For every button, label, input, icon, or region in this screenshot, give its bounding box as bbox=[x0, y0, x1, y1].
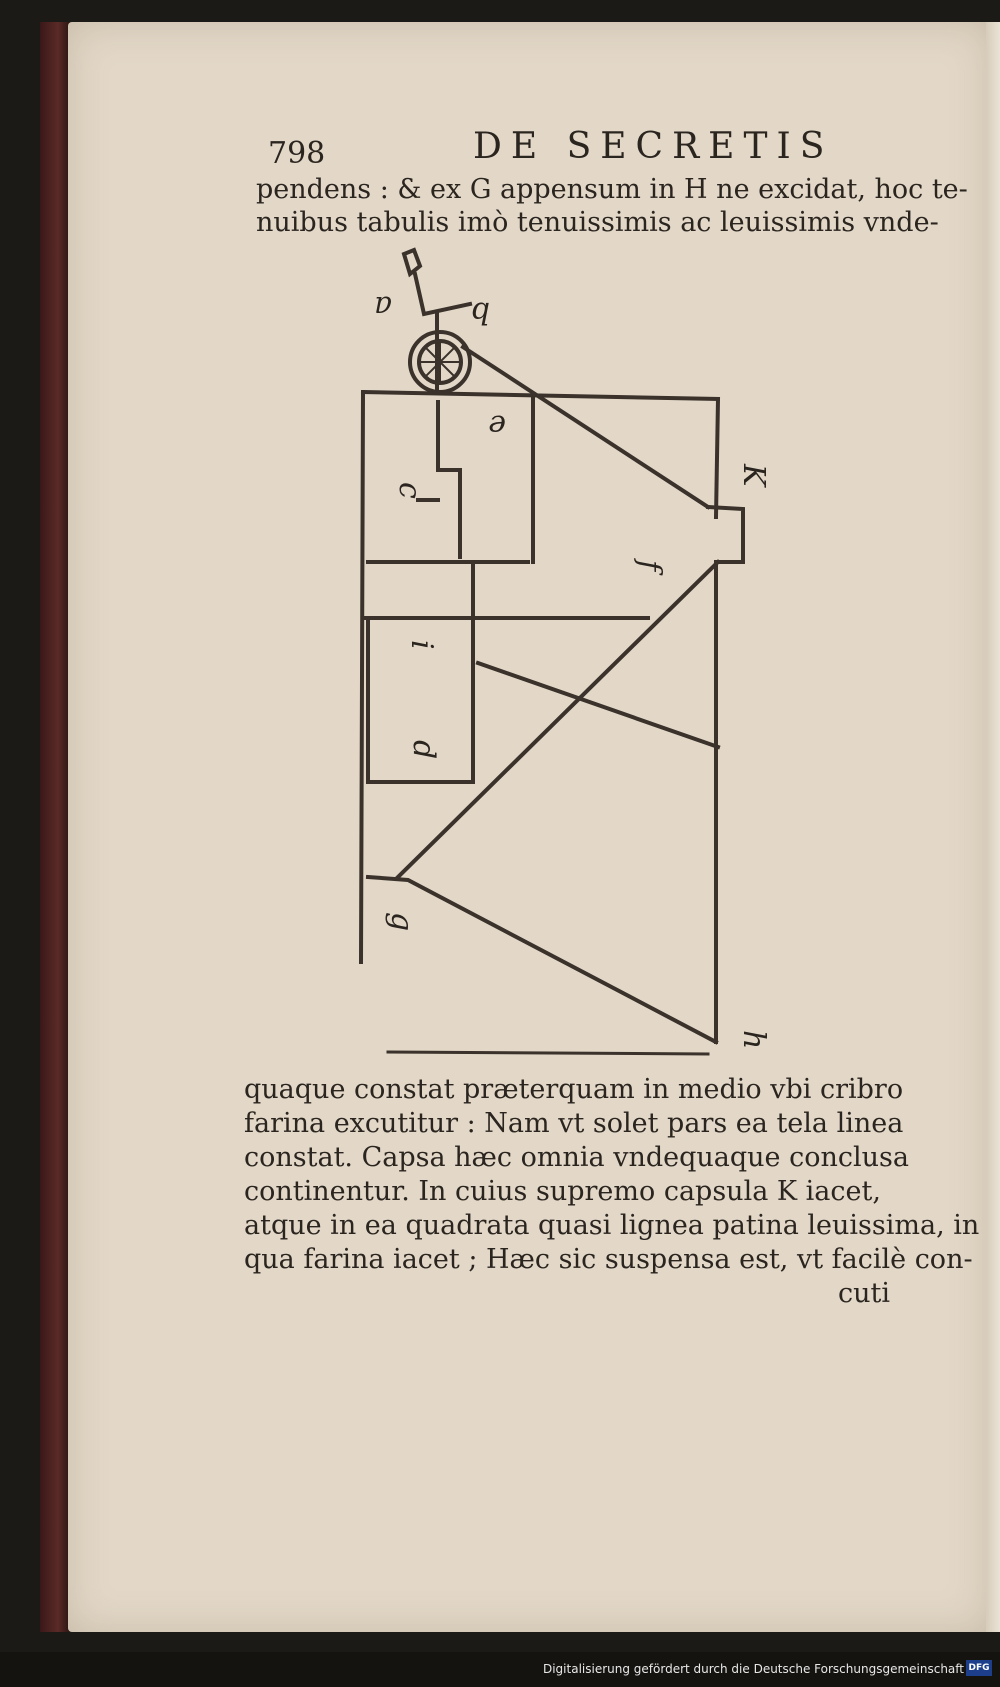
book-page bbox=[68, 22, 990, 1632]
text-line-6: continentur. In cuius supremo capsula K iacet, bbox=[244, 1176, 881, 1207]
label-a: a bbox=[374, 289, 392, 324]
footer-bar bbox=[0, 1652, 1000, 1687]
book-spine bbox=[40, 22, 70, 1632]
woodcut-diagram bbox=[68, 22, 990, 1182]
label-i: i bbox=[404, 640, 439, 650]
text-line-1: pendens : & ex G appensum in H ne excidat, hoc te- bbox=[256, 174, 968, 205]
label-d: d bbox=[406, 740, 441, 760]
text-line-3: quaque constat præterquam in medio vbi cribro bbox=[244, 1074, 904, 1105]
label-b: b bbox=[470, 295, 490, 330]
frame-left bbox=[361, 392, 363, 962]
label-g: g bbox=[384, 912, 419, 932]
text-line-8: qua farina iacet ; Hæc sic suspensa est, vt facilè con- bbox=[244, 1244, 973, 1275]
page-edge bbox=[986, 22, 1000, 1632]
label-c: c bbox=[392, 482, 427, 499]
running-head: DE SECRETIS bbox=[473, 126, 834, 167]
label-k: K bbox=[736, 464, 771, 487]
frame-right-top bbox=[716, 399, 718, 517]
text-line-2: nuibus tabulis imò tenuissimis ac leuissimis vnde- bbox=[256, 207, 939, 238]
footer-credit: Digitalisierung gefördert durch die Deutsche Forschungsgemeinschaft bbox=[542, 1662, 964, 1676]
page-number: 798 bbox=[268, 136, 326, 171]
crank-handle bbox=[404, 250, 420, 274]
text-line-7: atque in ea quadrata quasi lignea patina leuissima, in bbox=[244, 1210, 980, 1241]
text-line-4: farina excutitur : Nam vt solet pars ea tela linea bbox=[244, 1108, 904, 1139]
chute-bottom bbox=[368, 877, 716, 1042]
label-e: e bbox=[488, 408, 506, 443]
diagonal-cross bbox=[478, 663, 718, 747]
label-h: h bbox=[736, 1030, 771, 1050]
label-f: f bbox=[632, 560, 667, 572]
text-line-9: cuti bbox=[838, 1278, 890, 1309]
dfg-logo: DFG bbox=[966, 1660, 992, 1676]
base-line bbox=[388, 1052, 708, 1054]
text-line-5: constat. Capsa hæc omnia vndequaque conclusa bbox=[244, 1142, 909, 1173]
diagonal-down bbox=[398, 562, 718, 877]
crank-arm bbox=[415, 274, 470, 314]
